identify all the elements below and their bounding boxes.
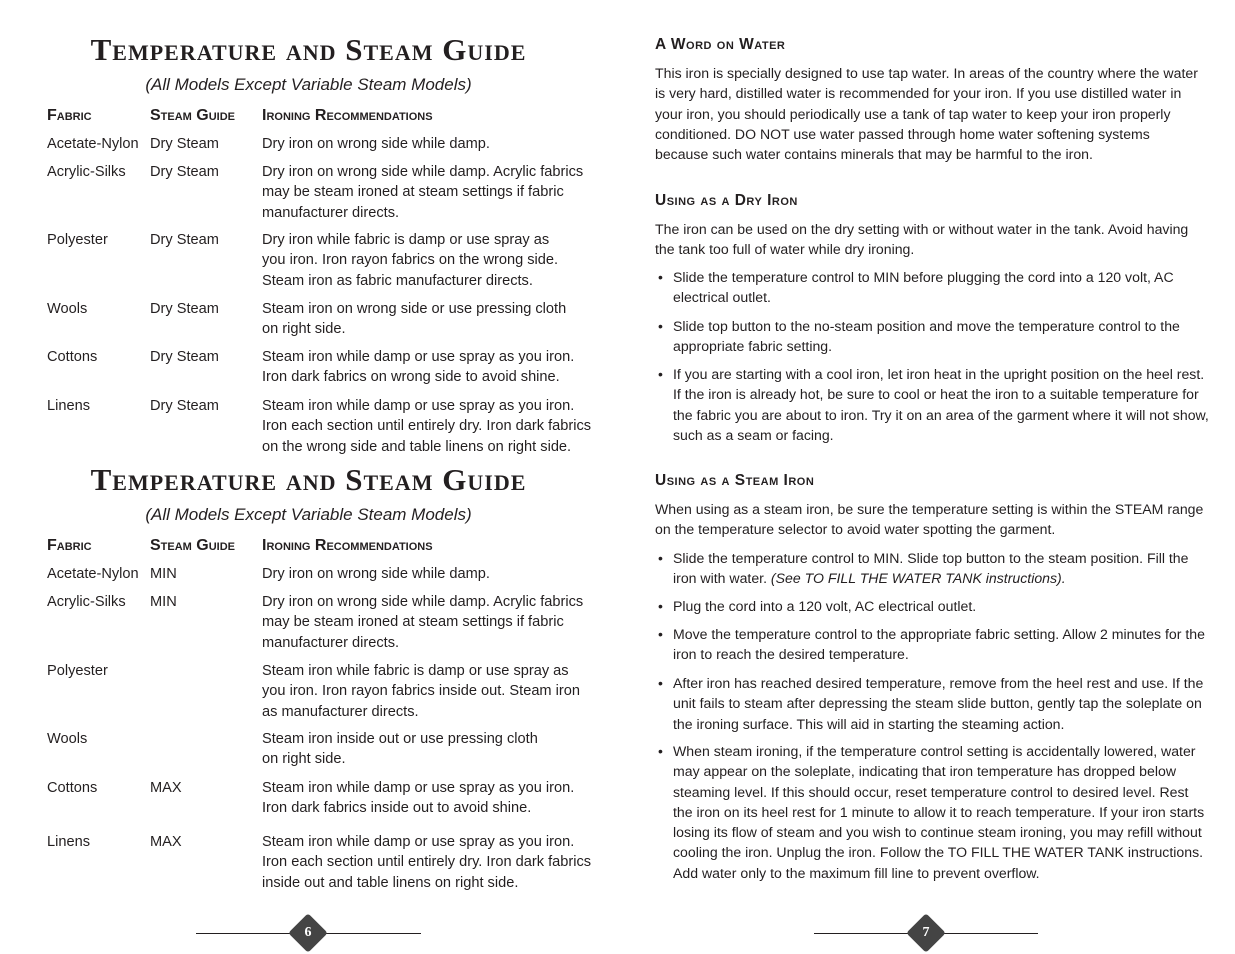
steam-cell: MIN	[150, 594, 177, 610]
page-number: 7	[922, 925, 930, 940]
ironing-cell: Dry iron on wrong side while damp.	[262, 136, 490, 152]
fabric-cell: Acetate-Nylon	[47, 566, 139, 582]
ironing-cell: Steam iron while fabric is damp or use spray as you iron. Iron rayon fabrics inside out. Steam iron as manufacturer directs.	[262, 663, 580, 720]
right-page: A Word on Water This iron is specially designed to use tap water. In areas of the country where the water is very hard, distilled water is recommended for your iron. If you use distilled water in your iron, you should periodically use a tank of tap water to keep your iron properly conditioned. DO NOT use water passed through home water softening systems because such water contains minerals that may be harmful to the iron. Using as a Dry Iron The iron can be used on the dry setting with or without water in the tank. Avoid having the tank too full of water while dry ironing. • Slide the temperature control to MIN before plugging the cord into a 120 volt, AC electrical outlet. • Slide top button to the no-steam position and move the temperature control to the appropriate fabric setting. • If you are starting with a cool iron, let iron heat in the upright position on the heel rest. If the iron is already hot, be sure to cool or heat the iron to a suitable temperature for the fabric you are about to iron. Try it on an area of the garment where it will not show, such as a seam or facing. Using as a Steam Iron When using as a steam iron, be sure the temperature setting is within the STEAM range on the temperature selector to avoid water spotting the garment. • Slide the temperature control to MIN. Slide top button to the steam position. Fill the iron with water. (See TO FILL THE WATER TANK instructions). • Plug the cord into a 120 volt, AC electrical outlet. • Move the temperature control to the appropriate fabric setting. Allow 2 minutes for the iron to reach the desired temperature. • After iron has reached desired temperature, remove from the heel rest and use. If the unit fails to steam after depressing the steam slide button, gently tap the soleplate on the ironing surface. This will aid in starting the steaming action. • When steam ironing, if the temperature control setting is accidentally lowered, water may appear on the soleplate, indicating that iron temperature has dropped below steaming level. If this should occur, reset temperature control to desired level. Rest the iron on its heel rest for 1 minute to allow it to reach temperature. If your iron starts losing its flow of steam and you wish to continue steam ironing, you may refill without cooling the iron. Unplug the iron. Follow the TO FILL THE WATER TANK instructions. Add water only to the maximum fill line to prevent overflow. 7	[617, 0, 1235, 954]
fabric-cell: Acrylic-Silks	[47, 594, 126, 610]
fabric-cell: Cottons	[47, 349, 98, 365]
header-ironing: Ironing Recommendations	[262, 107, 433, 124]
header-fabric: Fabric	[47, 537, 92, 554]
guide-subtitle: (All Models Except Variable Steam Models)	[145, 505, 472, 524]
steam-cell: Dry Steam	[150, 301, 219, 317]
steam-cell: Dry Steam	[150, 349, 219, 365]
ironing-cell: Dry iron on wrong side while damp. Acrylic fabrics may be steam ironed at steam settings if fabric manufacturer directs.	[262, 594, 584, 651]
steam-cell: Dry Steam	[150, 232, 219, 248]
steam-cell: Dry Steam	[150, 136, 219, 152]
guide-title: Temperature and Steam Guide	[90, 462, 527, 497]
steam-iron-paragraph: When using as a steam iron, be sure the temperature setting is within the STEAM range on the temperature selector to avoid water spotting the garment.	[655, 501, 1204, 538]
fabric-cell: Wools	[47, 301, 88, 317]
section-heading-water: A Word on Water	[655, 36, 786, 53]
left-page	[0, 0, 617, 954]
ironing-cell: Steam iron while damp or use spray as you iron. Iron each section until entirely dry. Iron dark fabrics on the wrong side and table linens on right side.	[262, 398, 592, 455]
bullet-icon: •	[658, 675, 663, 691]
fabric-cell: Cottons	[47, 780, 98, 796]
bullet-icon: •	[658, 318, 663, 334]
section-heading-steam-iron: Using as a Steam Iron	[655, 472, 815, 489]
water-paragraph: This iron is specially designed to use tap water. In areas of the country where the water is very hard, distilled water is recommended for your iron. If you use distilled water in your iron, you should periodically use a tank of tap water to keep your iron properly conditioned. DO NOT use water passed through home water softening systems because such water contains minerals that may be harmful to the iron.	[655, 65, 1198, 163]
ironing-cell: Dry iron on wrong side while damp.	[262, 566, 490, 582]
header-steam-guide: Steam Guide	[150, 537, 236, 554]
fabric-cell: Linens	[47, 834, 91, 850]
bullet-icon: •	[658, 366, 663, 382]
dry-iron-paragraph: The iron can be used on the dry setting with or without water in the tank. Avoid having the tank too full of water while dry ironing.	[655, 221, 1189, 258]
ironing-cell: Dry iron on wrong side while damp. Acrylic fabrics may be steam ironed at steam settings if fabric manufacturer directs.	[262, 164, 584, 221]
ironing-cell: Steam iron inside out or use pressing cloth on right side.	[262, 731, 538, 768]
steam-cell: MAX	[150, 780, 182, 796]
steam-cell: Dry Steam	[150, 164, 219, 180]
bullet-icon: •	[658, 743, 663, 759]
steam-cell: MAX	[150, 834, 182, 850]
section-heading-dry-iron: Using as a Dry Iron	[655, 192, 798, 209]
ironing-cell: Steam iron on wrong side or use pressing cloth on right side.	[262, 301, 567, 338]
header-steam-guide: Steam Guide	[150, 107, 236, 124]
fabric-cell: Polyester	[47, 232, 108, 248]
bullet-icon: •	[658, 550, 663, 566]
ironing-cell: Steam iron while damp or use spray as you iron. Iron dark fabrics on wrong side to avoid shine.	[262, 349, 575, 386]
bullet-icon: •	[658, 598, 663, 614]
fabric-cell: Polyester	[47, 663, 108, 679]
header-fabric: Fabric	[47, 107, 92, 124]
fabric-cell: Acetate-Nylon	[47, 136, 139, 152]
header-ironing: Ironing Recommendations	[262, 537, 433, 554]
steam-cell: MIN	[150, 566, 177, 582]
ironing-cell: Dry iron while fabric is damp or use spray as you iron. Iron rayon fabrics on the wrong side. Steam iron as fabric manufacturer directs.	[262, 232, 559, 289]
fabric-cell: Wools	[47, 731, 88, 747]
guide-title: Temperature and Steam Guide	[90, 32, 527, 67]
page-number: 6	[304, 925, 312, 940]
bullet-icon: •	[658, 626, 663, 642]
fabric-cell: Linens	[47, 398, 91, 414]
ironing-cell: Steam iron while damp or use spray as you iron. Iron each section until entirely dry. Iron dark fabrics inside out and table linens on right side.	[262, 834, 592, 891]
guide-subtitle: (All Models Except Variable Steam Models)	[145, 75, 472, 94]
bullet-icon: •	[658, 269, 663, 285]
fabric-cell: Acrylic-Silks	[47, 164, 126, 180]
ironing-cell: Steam iron while damp or use spray as you iron. Iron dark fabrics inside out to avoid shine.	[262, 780, 575, 817]
steam-cell: Dry Steam	[150, 398, 219, 414]
